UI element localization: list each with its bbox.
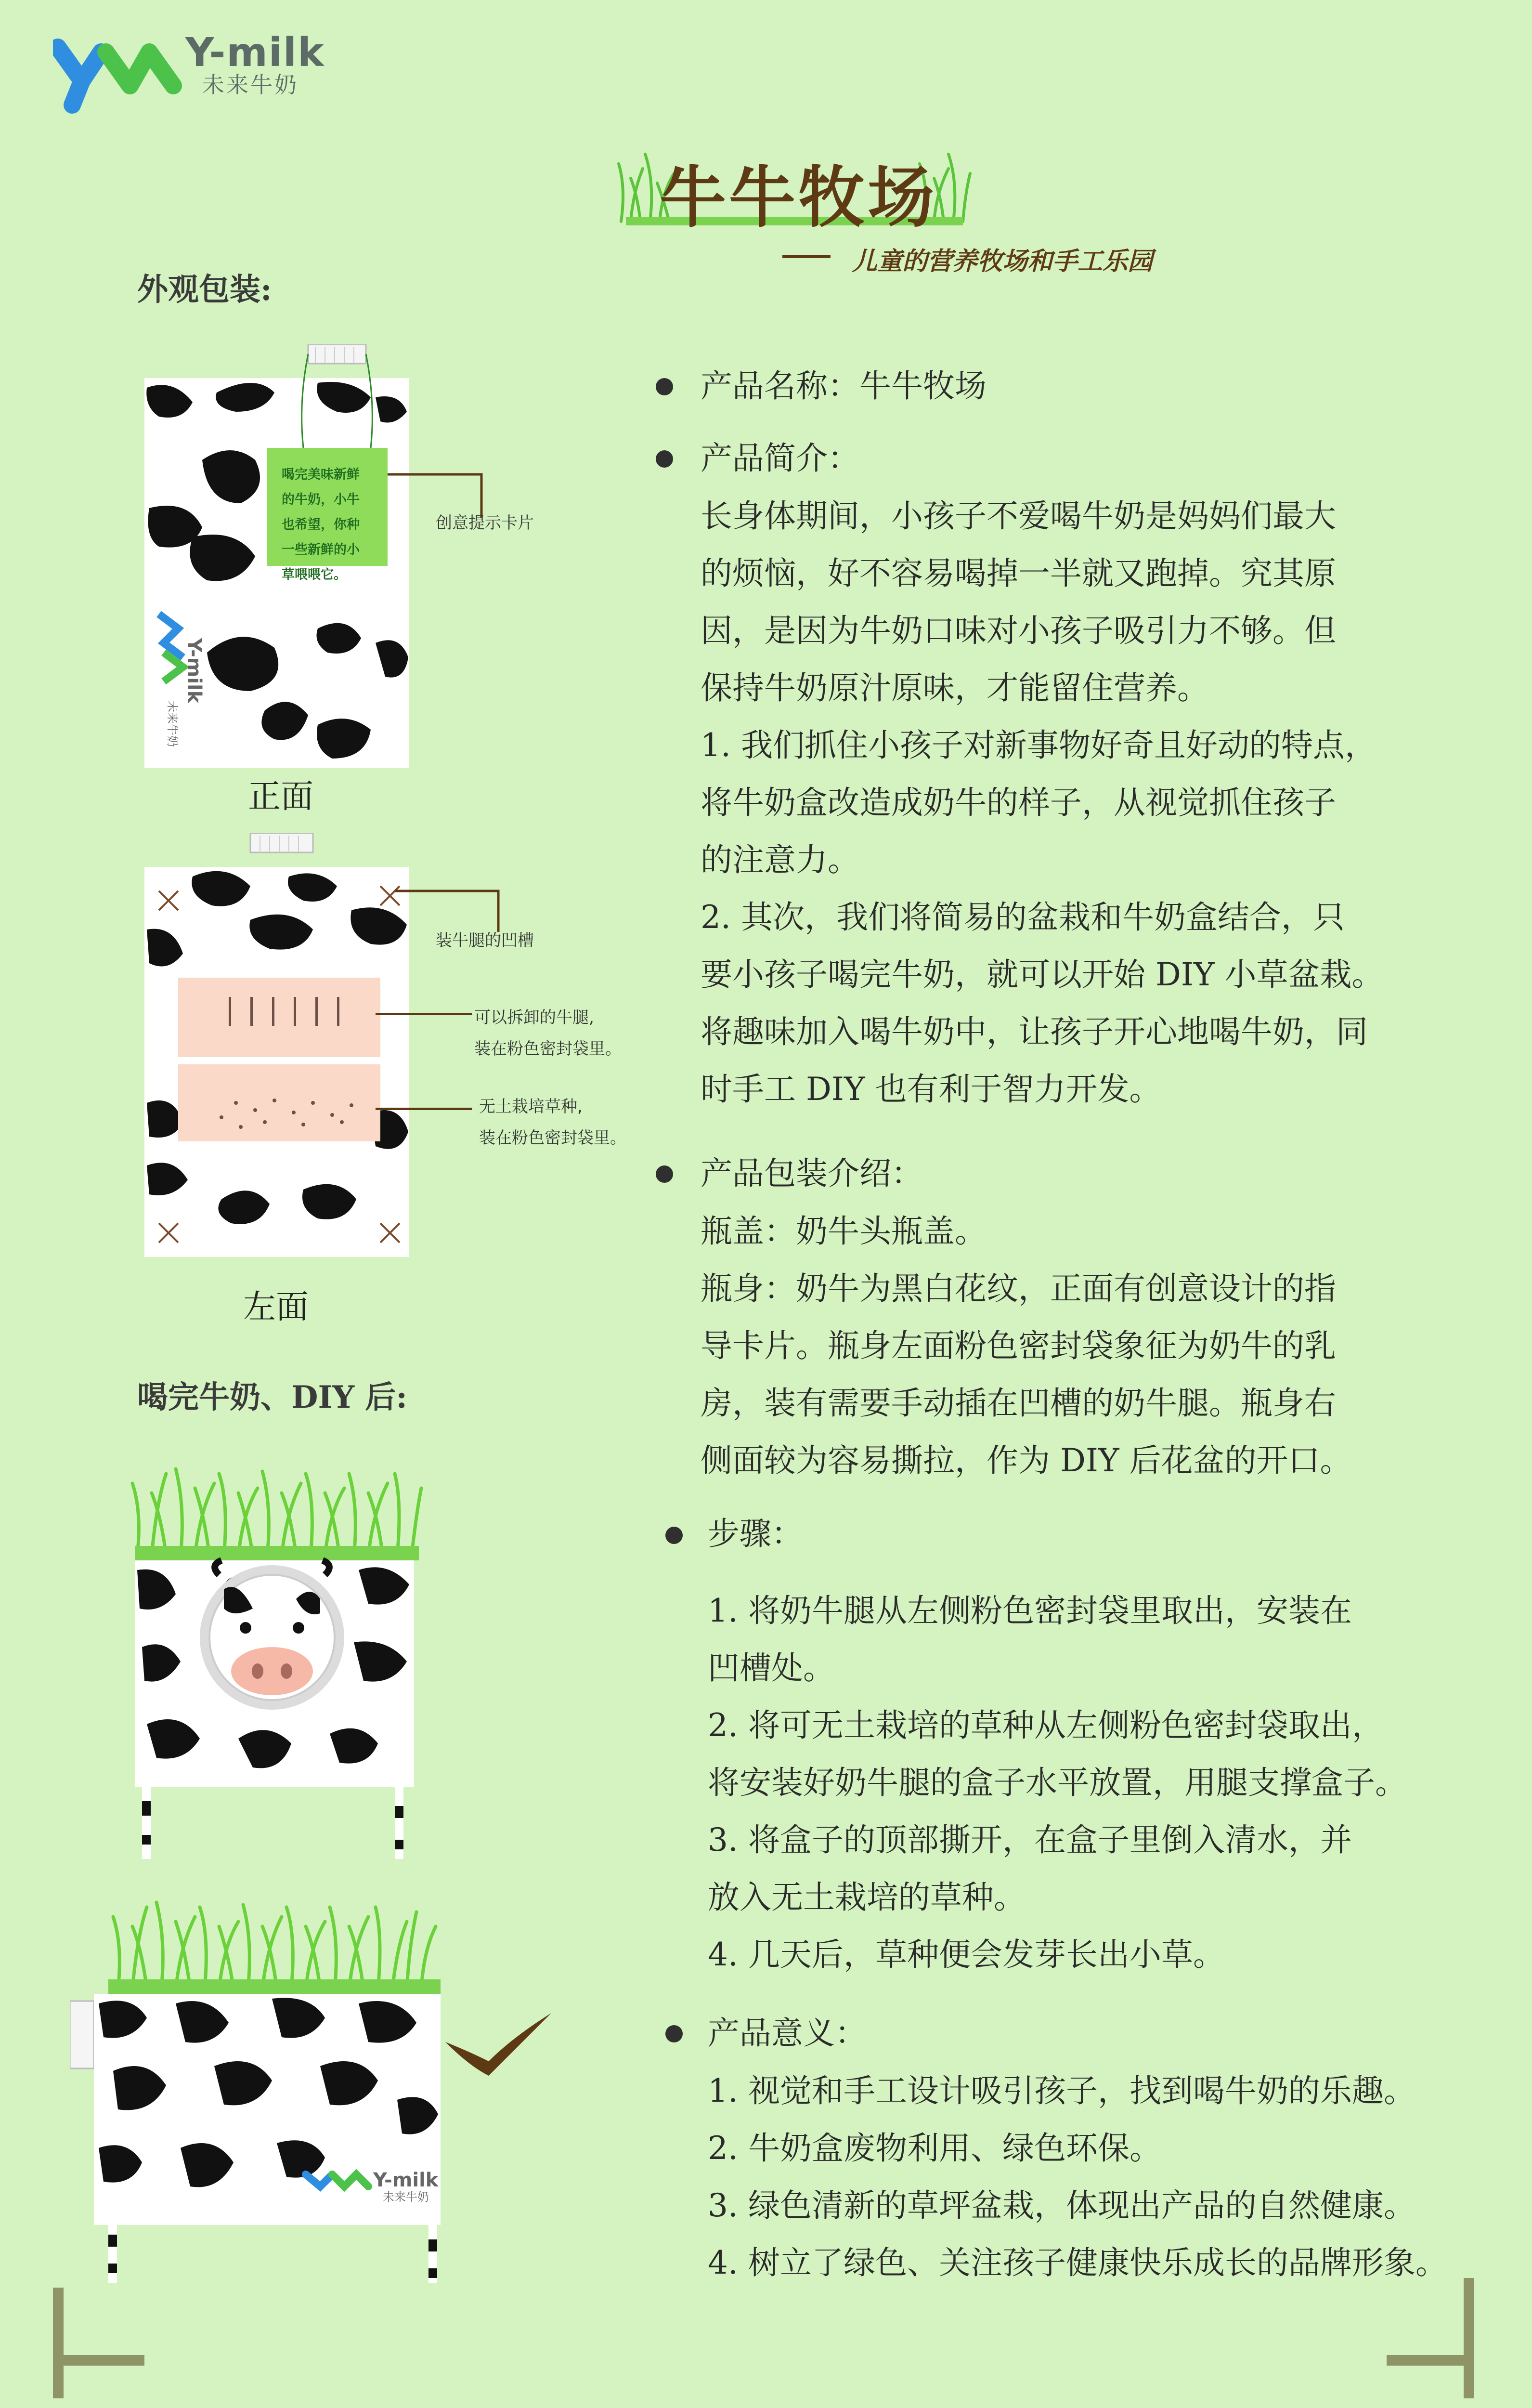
meaning-line: 4. 树立了绿色、关注孩子健康快乐成长的品牌形象。 xyxy=(708,2244,1447,2281)
guide-card-line: 草喂喂它。 xyxy=(282,567,347,582)
steps-line: 放入无土栽培的草种。 xyxy=(708,1879,1026,1916)
corner-bracket-left xyxy=(53,2288,64,2398)
corner-bracket-right xyxy=(1464,2278,1474,2398)
side-carton xyxy=(144,833,414,1257)
brand-name: Y-milk xyxy=(185,30,325,76)
meaning-heading: 产品意义： xyxy=(708,2015,867,2052)
steps-body xyxy=(708,1582,1407,1983)
intro-line: 的注意力。 xyxy=(701,841,859,878)
legs-callout-label-2: 装在粉色密封袋里。 xyxy=(474,1039,622,1059)
intro-line: 时手工 DIY 也有利于智力开发。 xyxy=(701,1071,1161,1108)
packaging-line: 瓶盖：奶牛头瓶盖。 xyxy=(701,1213,987,1250)
legs-callout-line xyxy=(376,1013,472,1015)
after-diy-label: 喝完牛奶、DIY 后: xyxy=(137,1379,408,1415)
steps-line: 3. 将盒子的顶部撕开，在盒子里倒入清水，并 xyxy=(708,1821,1352,1858)
corner-bracket-left-h xyxy=(53,2355,144,2366)
intro-body xyxy=(701,487,1384,1118)
svg-text:Y-milk: Y-milk xyxy=(373,2169,439,2191)
side-caption: 左面 xyxy=(243,1288,309,1326)
front-callout-label: 创意提示卡片 xyxy=(436,513,534,533)
intro-line: 保持牛奶原汁原味，才能留住营养。 xyxy=(701,669,1209,707)
intro-line: 的烦恼，好不容易喝掉一半就又跑掉。究其原 xyxy=(701,555,1336,592)
bullet-dot xyxy=(656,1165,673,1183)
svg-text:未来牛奶: 未来牛奶 xyxy=(383,2190,429,2204)
packaging-line: 导卡片。瓶身左面粉色密封袋象征为奶牛的乳 xyxy=(701,1327,1336,1364)
guide-card-text xyxy=(282,462,392,588)
intro-line: 要小孩子喝完牛奶，就可以开始 DIY 小草盆栽。 xyxy=(701,956,1384,993)
brand-logo-icon xyxy=(53,33,188,115)
page-title: 牛牛牧场 xyxy=(660,159,937,236)
intro-line: 将牛奶盒改造成奶牛的样子，从视觉抓住孩子 xyxy=(701,784,1336,821)
intro-line: 2. 其次，我们将简易的盆栽和牛奶盒结合，只 xyxy=(701,899,1345,936)
steps-line: 凹槽处。 xyxy=(708,1649,835,1687)
side-carton-illustration xyxy=(144,833,414,1257)
subtitle-dash xyxy=(782,255,831,258)
steps-heading: 步骤： xyxy=(708,1515,803,1552)
intro-line: 因，是因为牛奶口味对小孩子吸引力不够。但 xyxy=(701,612,1336,649)
packaging-line: 瓶身：奶牛为黑白花纹，正面有创意设计的指 xyxy=(701,1270,1336,1307)
steps-line: 1. 将奶牛腿从左侧粉色密封袋里取出，安装在 xyxy=(708,1592,1352,1629)
steps-line: 4. 几天后，草种便会发芽长出小草。 xyxy=(708,1936,1225,1973)
intro-heading: 产品简介： xyxy=(701,440,859,477)
guide-card-line: 的牛奶，小牛 xyxy=(282,492,360,507)
meaning-line: 1. 视觉和手工设计吸引孩子，找到喝牛奶的乐趣。 xyxy=(708,2072,1415,2109)
bullet-dot xyxy=(665,1527,683,1544)
svg-text:Y-milk: Y-milk xyxy=(183,638,205,704)
guide-card-line: 喝完美味新鲜 xyxy=(282,467,360,482)
legs-callout-label: 可以拆卸的牛腿, xyxy=(474,1008,594,1027)
guide-card-line: 一些新鲜的小 xyxy=(282,542,360,557)
packaging-body xyxy=(701,1203,1352,1489)
appearance-label: 外观包装: xyxy=(137,272,272,308)
packaging-heading: 产品包装介绍： xyxy=(701,1155,923,1192)
seeds-callout-line xyxy=(376,1108,472,1110)
groove-callout-label: 装牛腿的凹槽 xyxy=(436,931,534,950)
brand-tagline: 未来牛奶 xyxy=(202,72,299,98)
intro-line: 1. 我们抓住小孩子对新事物好奇且好动的特点， xyxy=(701,727,1376,764)
intro-line: 长身体期间，小孩子不爱喝牛奶是妈妈们最大 xyxy=(701,497,1336,535)
bullet-dot xyxy=(656,378,673,395)
meaning-line: 3. 绿色清新的草坪盆栽，体现出产品的自然健康。 xyxy=(708,2187,1415,2224)
front-carton xyxy=(144,344,414,768)
seeds-callout-label: 无土栽培草种, xyxy=(479,1097,583,1116)
corner-bracket-right-h xyxy=(1387,2355,1474,2366)
steps-line: 将安装好奶牛腿的盒子水平放置，用腿支撑盒子。 xyxy=(708,1764,1407,1801)
front-caption: 正面 xyxy=(248,778,314,816)
steps-line: 2. 将可无土栽培的草种从左侧粉色密封袋取出， xyxy=(708,1707,1384,1744)
diy-result-cow-face xyxy=(128,1464,426,1859)
seeds-callout-label-2: 装在粉色密封袋里。 xyxy=(479,1128,626,1148)
page-subtitle: 儿童的营养牧场和手工乐园 xyxy=(852,247,1153,276)
bullet-dot xyxy=(665,2025,683,2042)
meaning-line: 2. 牛奶盒废物利用、绿色环保。 xyxy=(708,2130,1161,2167)
svg-text:未来牛奶: 未来牛奶 xyxy=(166,701,179,747)
packaging-line: 侧面较为容易撕拉，作为 DIY 后花盆的开口。 xyxy=(701,1442,1352,1479)
packaging-line: 房，装有需要手动插在凹槽的奶牛腿。瓶身右 xyxy=(701,1385,1336,1422)
meaning-body xyxy=(708,2062,1447,2291)
bullet-dot xyxy=(656,450,673,468)
diy-result-pot xyxy=(70,1898,561,2283)
product-name: 产品名称：牛牛牧场 xyxy=(701,367,987,405)
intro-line: 将趣味加入喝牛奶中，让孩子开心地喝牛奶，同 xyxy=(701,1013,1368,1050)
guide-card-line: 也希望，你种 xyxy=(282,517,360,532)
